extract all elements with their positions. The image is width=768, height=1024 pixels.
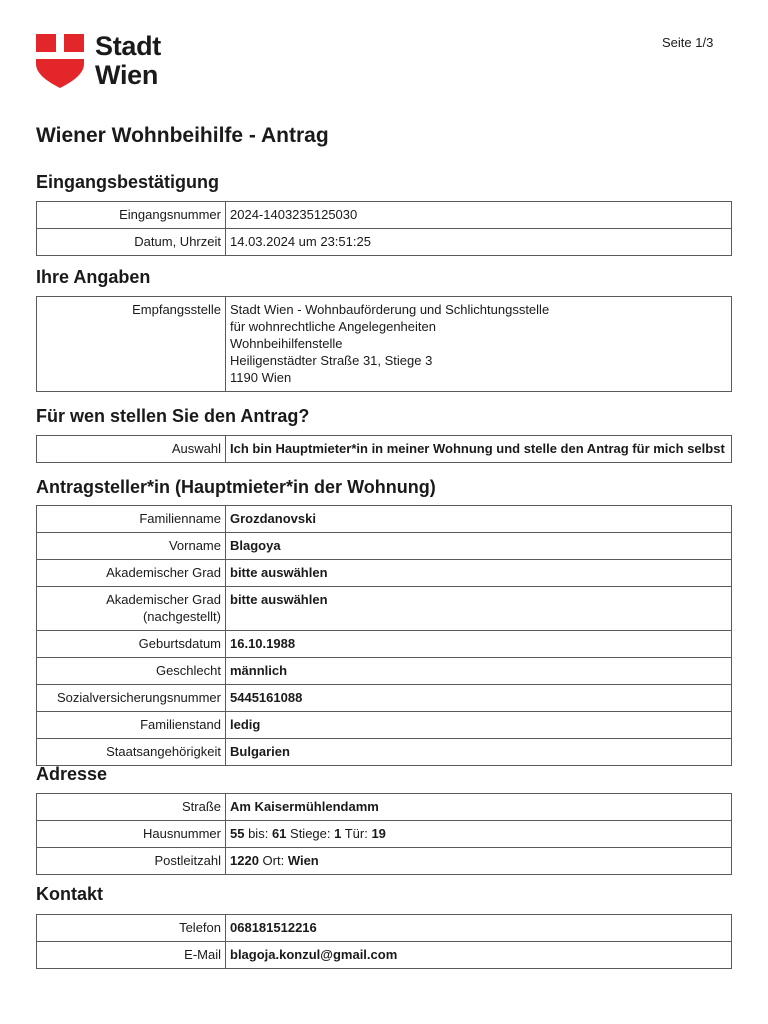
row-label: Postleitzahl [37,848,226,875]
table-row [37,794,732,821]
bis-label: bis: [244,826,272,841]
section-heading-adresse: Adresse [36,764,108,784]
row-label: Telefon [37,915,226,942]
row-label: Vorname [37,533,226,560]
antragsteller-table [36,505,732,766]
row-label: Eingangsnummer [37,202,226,229]
tuer-value: 19 [371,826,386,841]
table-row [37,712,732,739]
table-row [37,915,732,942]
fuerwen-table [36,435,732,463]
row-label: Empfangsstelle [37,297,226,392]
table-row [37,848,732,875]
row-label: Straße [37,794,226,821]
kontakt-table [36,914,732,969]
table-row [37,739,732,766]
section-heading-kontakt: Kontakt [36,884,103,904]
plz-value: 1220 [230,853,259,868]
row-value: blagoja.konzul@gmail.com [226,942,732,969]
page-number: Seite 1/3 [662,35,714,50]
adresse-table [36,793,732,875]
section-heading-fuerwen: Für wen stellen Sie den Antrag? [36,406,310,426]
table-row [37,685,732,712]
section-heading-antragsteller: Antragsteller*in (Hauptmieter*in der Wohnung) [36,477,436,497]
row-label: Geburtsdatum [37,631,226,658]
logo-line-wien: Wien [95,60,159,90]
row-label: Akademischer Grad [37,560,226,587]
bis-value: 61 [271,826,287,841]
row-label: Staatsangehörigkeit [37,739,226,766]
row-label-line: Akademischer Grad [106,592,221,607]
table-row [37,229,732,256]
row-value: männlich [226,658,732,685]
address-line: 1190 Wien [230,370,292,385]
row-label: Auswahl [37,436,226,463]
logo-wordmark [95,32,161,90]
row-label: Familienstand [37,712,226,739]
row-value: Grozdanovski [226,506,732,533]
address-line: für wohnrechtliche Angelegenheiten [230,319,436,334]
eingang-table [36,201,732,256]
table-row [37,436,732,463]
hausnummer-value [226,821,732,848]
row-value: Ich bin Hauptmieter*in in meiner Wohnung und stelle den Antrag für mich selbst [226,436,732,463]
ort-label: Ort: [258,853,288,868]
row-value: 2024-1403235125030 [226,202,732,229]
address-line: Wohnbeihilfenstelle [230,336,343,351]
row-label: Datum, Uhrzeit [37,229,226,256]
row-label: Geschlecht [37,658,226,685]
section-heading-angaben: Ihre Angaben [36,267,151,287]
plz-ort-value [226,848,732,875]
row-label: Familienname [37,506,226,533]
table-row [37,658,732,685]
angaben-table [36,296,732,392]
table-row [37,942,732,969]
page-header [36,32,736,92]
row-value: Blagoya [226,533,732,560]
row-value: 14.03.2024 um 23:51:25 [226,229,732,256]
address-line: Stadt Wien - Wohnbauförderung und Schlichtungsstelle [230,302,550,317]
row-label: Hausnummer [37,821,226,848]
address-line: Heiligenstädter Straße 31, Stiege 3 [230,353,433,368]
table-row [37,821,732,848]
row-label: E-Mail [37,942,226,969]
table-row [37,202,732,229]
table-row [37,533,732,560]
stadt-wien-shield-icon [36,34,84,88]
stiege-label: Stiege: [286,826,335,841]
row-value: bitte auswählen [226,587,732,631]
logo-line-stadt: Stadt [95,31,162,61]
empfangsstelle-address [226,297,732,392]
hausnummer: 55 [230,826,245,841]
table-row [37,587,732,631]
row-value: Bulgarien [226,739,732,766]
row-label-line: (nachgestellt) [142,609,221,624]
tuer-label: Tür: [341,826,372,841]
row-value: bitte auswählen [226,560,732,587]
row-label: Sozialversicherungsnummer [37,685,226,712]
row-value: ledig [226,712,732,739]
row-label [37,587,226,631]
row-value: Am Kaisermühlendamm [226,794,732,821]
row-value: 16.10.1988 [226,631,732,658]
section-heading-eingang: Eingangsbestätigung [36,172,220,192]
table-row [37,297,732,392]
table-row [37,506,732,533]
table-row [37,560,732,587]
ort-value: Wien [287,853,319,868]
row-value: 068181512216 [226,915,732,942]
table-row [37,631,732,658]
page-title: Wiener Wohnbeihilfe - Antrag [36,124,329,147]
stiege-value: 1 [334,826,342,841]
row-value: 5445161088 [226,685,732,712]
